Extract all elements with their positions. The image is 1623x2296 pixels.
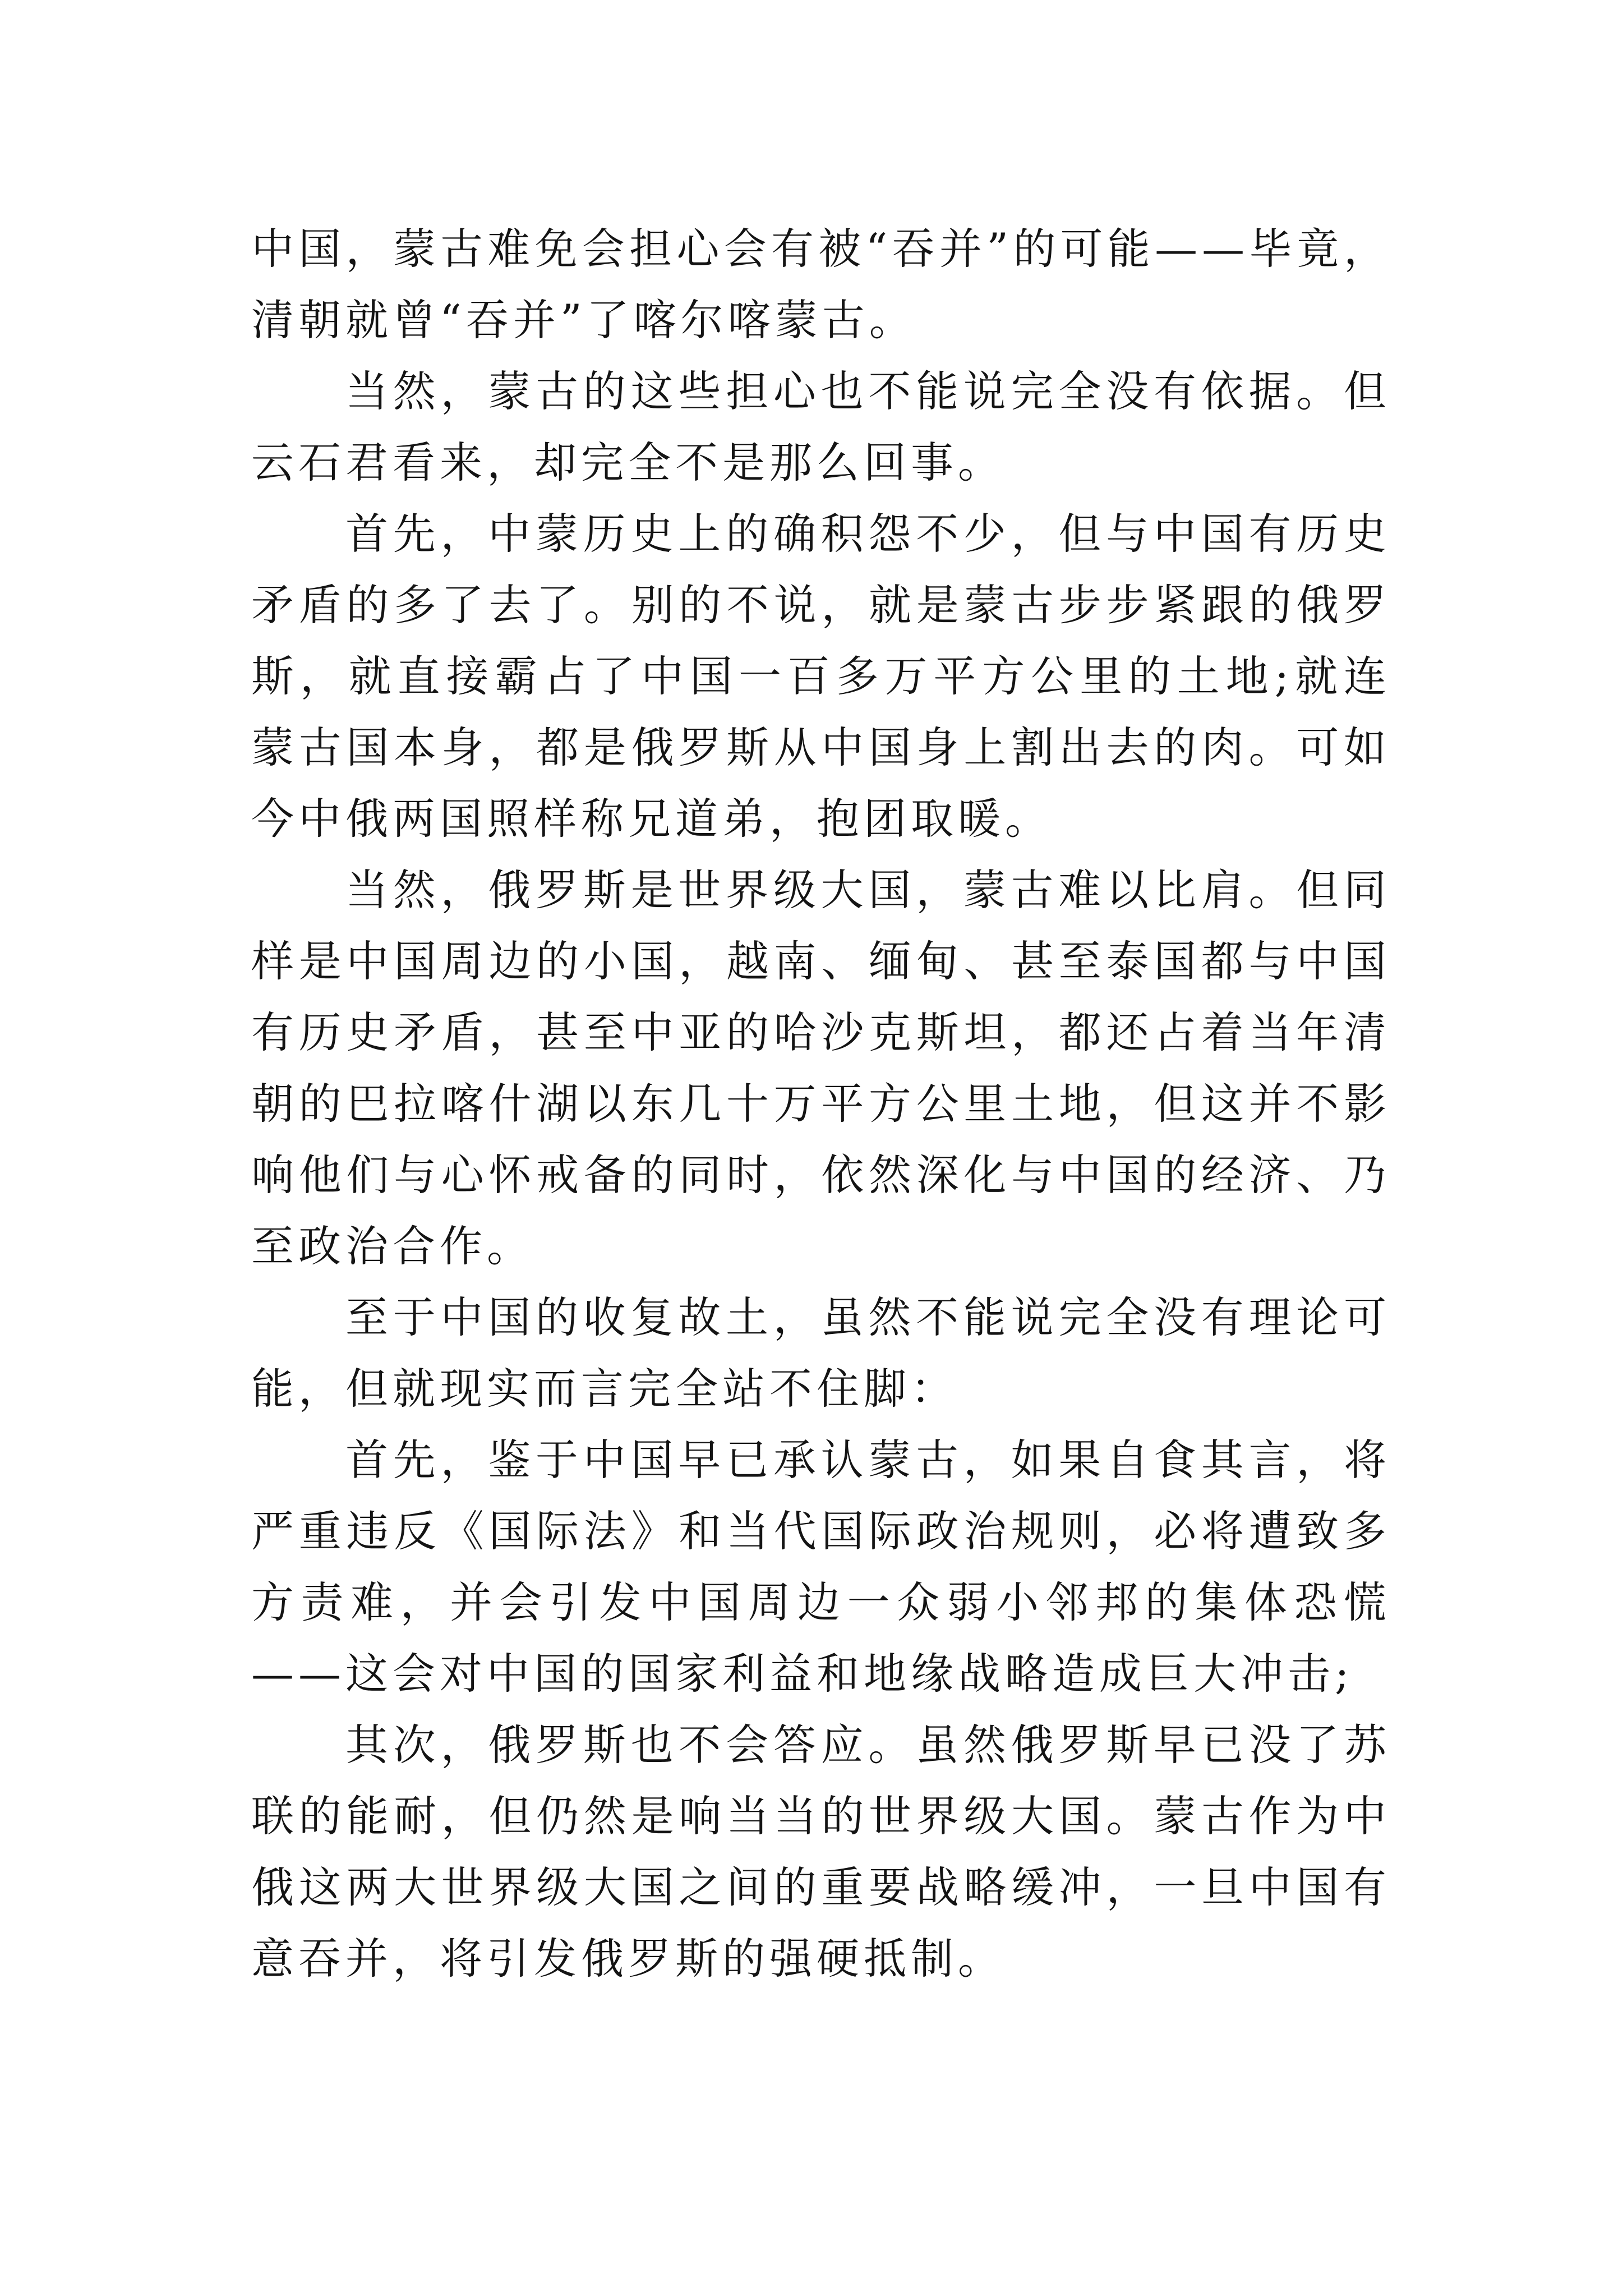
- paragraph: 首先，中蒙历史上的确积怨不少，但与中国有历史矛盾的多了去了。别的不说，就是蒙古步步紧跟的俄罗斯，就直接霸占了中国一百多万平方公里的土地;就连蒙古国本身，都是俄罗斯从中国身上割出去的肉。可如今中俄两国照样称兄道弟，抱团取暖。: [251, 509, 1391, 844]
- paragraph: 当然，蒙古的这些担心也不能说完全没有依据。但云石君看来，却完全不是那么回事。: [251, 366, 1391, 487]
- paragraph-continuation: 中国，蒙古难免会担心会有被“吞并”的可能——毕竟，清朝就曾“吞并”了喀尔喀蒙古。: [251, 224, 1391, 345]
- paragraph: 其次，俄罗斯也不会答应。虽然俄罗斯早已没了苏联的能耐，但仍然是响当当的世界级大国。蒙古作为中俄这两大世界级大国之间的重要战略缓冲，一旦中国有意吞并，将引发俄罗斯的强硬抵制。: [251, 1720, 1391, 1984]
- paragraph: 至于中国的收复故土，虽然不能说完全没有理论可能，但就现实而言完全站不住脚：: [251, 1292, 1391, 1414]
- document-body: [251, 213, 1391, 1994]
- paragraph: 当然，俄罗斯是世界级大国，蒙古难以比肩。但同样是中国周边的小国，越南、缅甸、甚至泰国都与中国有历史矛盾，甚至中亚的哈沙克斯坦，都还占着当年清朝的巴拉喀什湖以东几十万平方公里土地，但这并不影响他们与心怀戒备的同时，依然深化与中国的经济、乃至政治合作。: [251, 865, 1391, 1271]
- paragraph: 首先，鉴于中国早已承认蒙古，如果自食其言，将严重违反《国际法》和当代国际政治规则，必将遭致多方责难，并会引发中国周边一众弱小邻邦的集体恐慌——这会对中国的国家利益和地缘战略造成巨大冲击;: [251, 1435, 1391, 1699]
